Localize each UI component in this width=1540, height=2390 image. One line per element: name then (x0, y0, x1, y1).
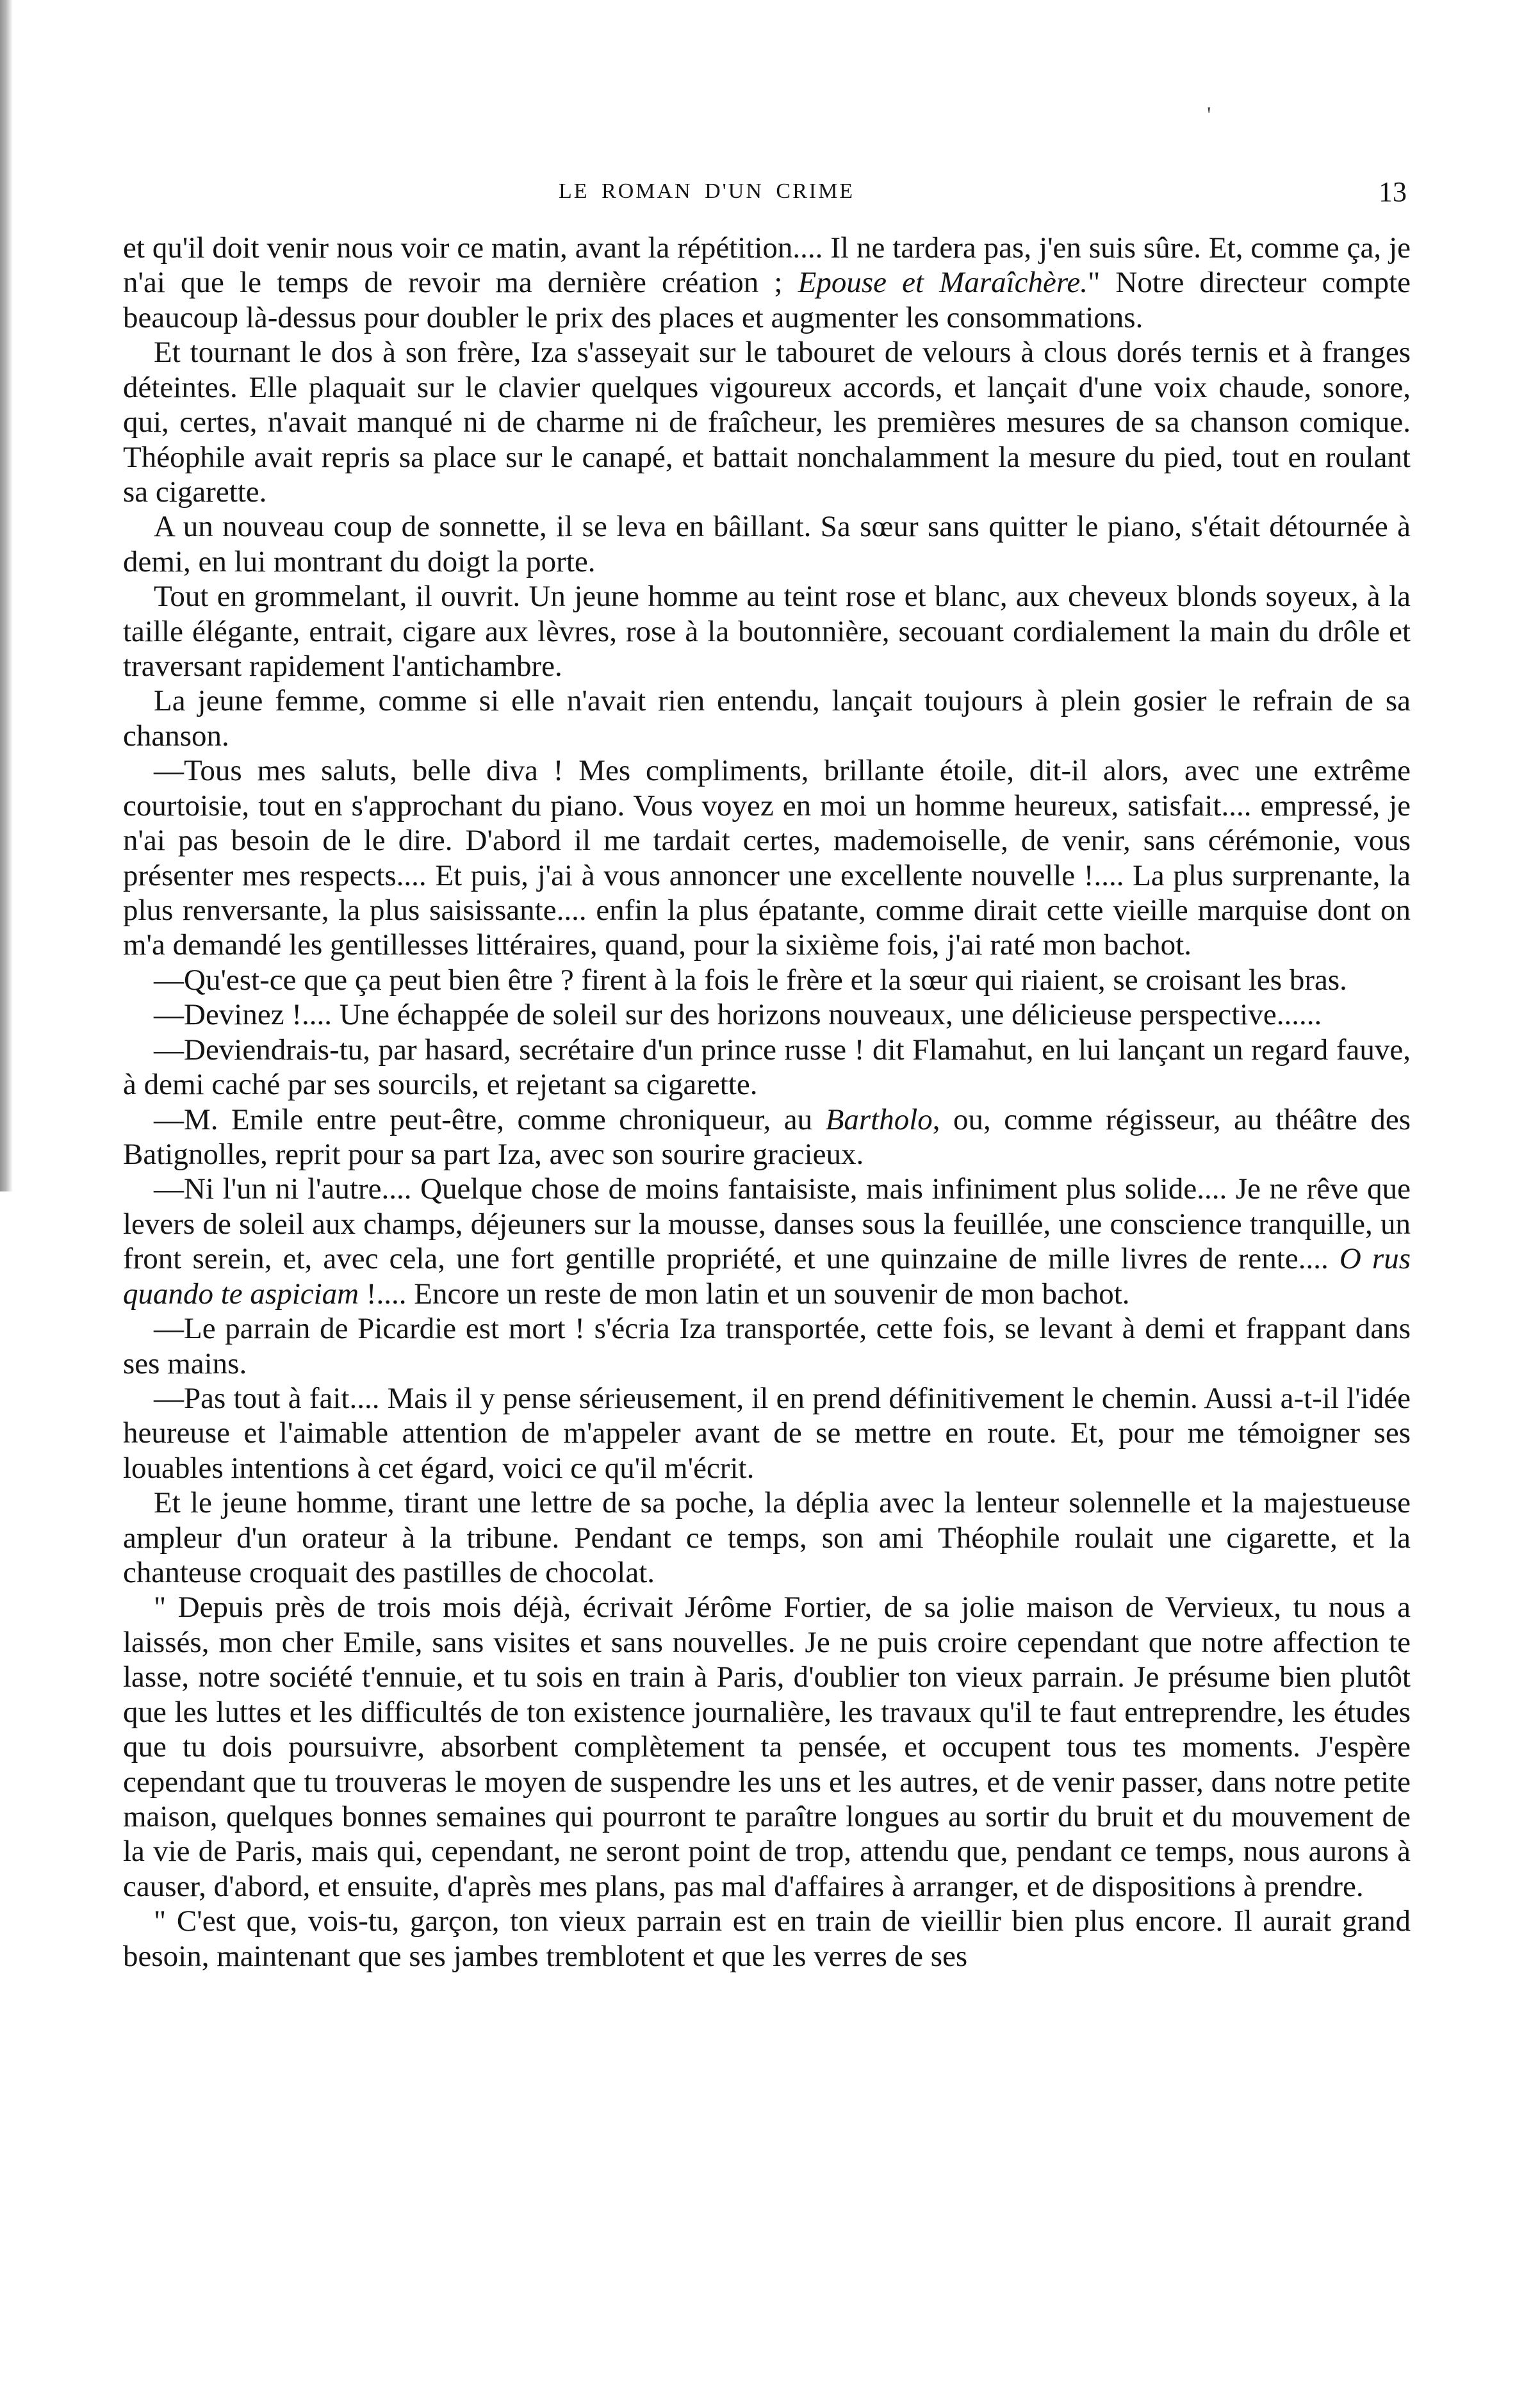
stray-mark: ' (1207, 102, 1211, 127)
text-run: " Depuis près de trois mois déjà, écrivait Jérôme Fortier, de sa jolie maison de Vervieux, tu nous a laissés, mon cher Emile, sans visites et sans nouvelles. Je ne puis croire cependant que notre affection te lasse, notre société t'ennuie, et tu sois en train à Paris, d'oublier ton vieux parrain. Je présume bien plutôt que les luttes et les difficultés de ton existence journalière, les travaux qu'il te faut entreprendre, les études que tu dois poursuivre, absorbent complètement ta pensée, et occupent tous tes moments. J'espère cependant que tu trouveras le moyen de suspendre les uns et les autres, et de venir passer, dans notre petite maison, quelques bonnes semaines qui pourront te paraître longues au sortir du bruit et du mouvement de la vie de Paris, mais qui, cependant, ne seront point de trop, attendu que, pendant ce temps, nous aurons à causer, d'abord, et ensuite, d'après mes plans, pas mal d'affaires à arranger, et de dispositions à prendre. (123, 1591, 1411, 1903)
text-run: Et tournant le dos à son frère, Iza s'asseyait sur le tabouret de velours à clous dorés ternis et à franges déteintes. Elle plaquait sur le clavier quelques vigoureux accords, et lançait d'une voix chaude, sonore, qui, certes, n'avait manqué ni de charme ni de fraîcheur, les premières mesures de sa chanson comique. Théophile avait repris sa place sur le canapé, et battait nonchalamment la mesure du pied, tout en roulant sa cigarette. (123, 336, 1411, 509)
page-edge-shadow (0, 0, 13, 1191)
paragraph (123, 1033, 1411, 1102)
text-run: !.... Encore un reste de mon latin et un souvenir de mon bachot. (359, 1277, 1130, 1311)
paragraph (123, 579, 1411, 683)
text-run: , ou, comme régisseur, au théâtre des Batignolles, reprit pour sa part Iza, avec son sourire gracieux. (123, 1102, 1411, 1171)
paragraph (123, 1102, 1411, 1172)
paragraph (123, 1904, 1411, 1974)
body-text (123, 231, 1411, 1974)
page-number: 13 (1379, 176, 1407, 208)
paragraph (123, 1590, 1411, 1904)
text-run: —Deviendrais-tu, par hasard, secrétaire d'un prince russe ! dit Flamahut, en lui lançant un regard fauve, à demi caché par ses sourcils, et rejetant sa cigarette. (123, 1033, 1411, 1102)
text-run: —Tous mes saluts, belle diva ! Mes compliments, brillante étoile, dit-il alors, avec une extrême courtoisie, tout en s'approchant du piano. Vous voyez en moi un homme heureux, satisfait.... empressé, je n'ai pas besoin de le dire. D'abord il me tardait certes, mademoiselle, de venir, sans cérémonie, vous présenter mes respects.... Et puis, j'ai à vous annoncer une excellente nouvelle !.... La plus surprenante, la plus renversante, la plus saisissante.... enfin la plus épatante, comme dirait cette vieille marquise dont on m'a demandé les gentillesses littéraires, quand, pour la sixième fois, j'ai raté mon bachot. (123, 754, 1411, 962)
text-run: —Le parrain de Picardie est mort ! s'écria Iza transportée, cette fois, se levant à demi et frappant dans ses mains. (123, 1312, 1411, 1380)
paragraph (123, 683, 1411, 753)
running-title: LE ROMAN D'UN CRIME (559, 179, 855, 203)
paragraph (123, 1381, 1411, 1486)
text-run: A un nouveau coup de sonnette, il se leva en bâillant. Sa sœur sans quitter le piano, s'était détournée à demi, en lui montrant du doigt la porte. (123, 510, 1411, 578)
paragraph (123, 231, 1411, 335)
text-run: —Devinez !.... Une échappée de soleil sur des horizons nouveaux, une délicieuse perspective...... (154, 998, 1322, 1032)
paragraph (123, 1172, 1411, 1311)
text-run: —Qu'est-ce que ça peut bien être ? firent à la fois le frère et la sœur qui riaient, se croisant les bras. (154, 963, 1347, 997)
text-run: La jeune femme, comme si elle n'avait rien entendu, lançait toujours à plein gosier le refrain de sa chanson. (123, 684, 1411, 753)
text-run: —Pas tout à fait.... Mais il y pense sérieusement, il en prend définitivement le chemin. Aussi a-t-il l'idée heureuse et l'aimable attention de m'appeler avant de se mettre en route. Et, pour me témoigner ses louables intentions à cet égard, voici ce qu'il m'écrit. (123, 1381, 1411, 1485)
paragraph (123, 335, 1411, 509)
paragraph (123, 1486, 1411, 1590)
text-run: Tout en grommelant, il ouvrit. Un jeune homme au teint rose et blanc, aux cheveux blonds soyeux, à la taille élégante, entrait, cigare aux lèvres, rose à la boutonnière, secouant cordialement la main du drôle et traversant rapidement l'antichambre. (123, 580, 1411, 683)
italic-text: O rus quando te aspiciam (123, 1242, 1411, 1311)
paragraph (123, 997, 1411, 1032)
italic-text: Epouse et Maraîchère. (798, 266, 1088, 300)
paragraph (123, 963, 1411, 997)
paragraph (123, 509, 1411, 579)
text-run: Et le jeune homme, tirant une lettre de sa poche, la déplia avec la lenteur solennelle et la majestueuse ampleur d'un orateur à la tribune. Pendant ce temps, son ami Théophile roulait une cigarette, et la chanteuse croquait des pastilles de chocolat. (123, 1486, 1411, 1590)
page-header (126, 176, 1407, 211)
paragraph (123, 1311, 1411, 1381)
text-run: —M. Emile entre peut-être, comme chroniqueur, au (154, 1102, 826, 1136)
text-run: et qu'il doit venir nous voir ce matin, avant la répétition.... Il ne tardera pas, j'en suis sûre. Et, comme ça, je n'ai que le temps de revoir ma dernière création ; (123, 231, 1411, 300)
paragraph (123, 753, 1411, 963)
text-run: " Notre directeur compte beaucoup là-dessus pour doubler le prix des places et augmenter les consommations. (123, 266, 1411, 334)
italic-text: Bartholo (825, 1102, 933, 1136)
text-run: —Ni l'un ni l'autre.... Quelque chose de moins fantaisiste, mais infiniment plus solide.... Je ne rêve que levers de soleil aux champs, déjeuners sur la mousse, danses sous la feuillée, une conscience tranquille, un front serein, et, avec cela, une fort gentille propriété, et une quinzaine de mille livres de rente.... (123, 1172, 1411, 1276)
text-run: " C'est que, vois-tu, garçon, ton vieux parrain est en train de vieillir bien plus encore. Il aurait grand besoin, maintenant que ses jambes tremblotent et que les verres de ses (123, 1904, 1411, 1973)
